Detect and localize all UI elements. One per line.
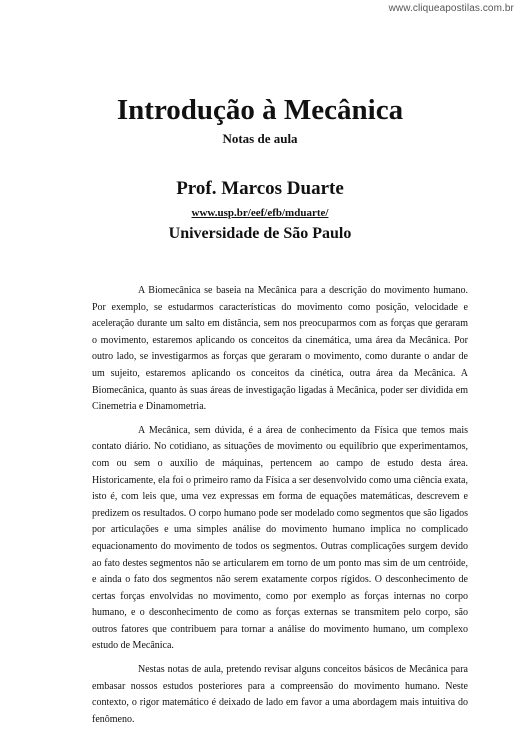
body-text bbox=[92, 283, 468, 735]
author-name: Prof. Marcos Duarte bbox=[176, 178, 344, 199]
paragraph: A Mecânica, sem dúvida, é a área de conhecimento da Física que temos mais contato diário. No cotidiano, as situações de movimento ou equilíbrio que experimentamos, com ou sem o auxílio de máquinas, pertencem ao campo de estudo desta área. Historicamente, ela foi o primeiro ramo da Física a ser desenvolvido como uma ciência exata, isto é, com leis que, uma vez expressas em forma de equações matemáticas, descrevem e predizem os resultados. O corpo humano pode ser modelado como segmentos que são ligados por articulações e uma simples análise do movimento humano implica no complicado equacionamento do movimento de todos os segmentos. Outras complicações surgem devido ao fato destes segmentos não se articularem em torno de um ponto mas sim de um centróide, e ainda o fato dos segmentos não serem exatamente corpos rígidos. O desconhecimento de certas forças envolvidas no movimento, como por exemplo as forças internas no corpo humano, e o desconhecimento de como as forças externas se transmitem pelo corpo, são outros fatores que contribuem para tornar a análise do movimento humano, um complexo estudo de Mecânica. bbox=[92, 424, 468, 652]
document-title: Introdução à Mecânica bbox=[116, 94, 404, 126]
author-url-link[interactable]: www.usp.br/eef/efb/mduarte/ bbox=[191, 207, 329, 219]
university-name: Universidade de São Paulo bbox=[168, 225, 352, 242]
document-subtitle: Notas de aula bbox=[222, 131, 298, 146]
paragraph: Nestas notas de aula, pretendo revisar alguns conceitos básicos de Mecânica para embasar nossos estudos posteriores para a compreensão do movimento humano. Neste contexto, o rigor matemático é deixado de lado em favor a uma abordagem mais intuitiva do fenômeno. bbox=[92, 664, 468, 725]
paragraph: A Biomecânica se baseia na Mecânica para a descrição do movimento humano. Por exemplo, se estudarmos características do movimento como posição, velocidade e aceleração durante um salto em distância, sem nos preocuparmos com as forças que geraram o movimento, estaremos aplicando os conceitos da cinemática, uma área da Mecânica. Por outro lado, se investigarmos as forças que geraram o movimento, como durante o andar de um sujeito, estaremos aplicando os conceitos da cinética, outra área da Mecânica. A Biomecânica, quanto às suas áreas de investigação ligadas à Mecânica, poder ser dividida em Cinemetria e Dinamometria. bbox=[92, 285, 468, 413]
watermark-url[interactable]: www.cliqueapostilas.com.br bbox=[388, 3, 514, 14]
